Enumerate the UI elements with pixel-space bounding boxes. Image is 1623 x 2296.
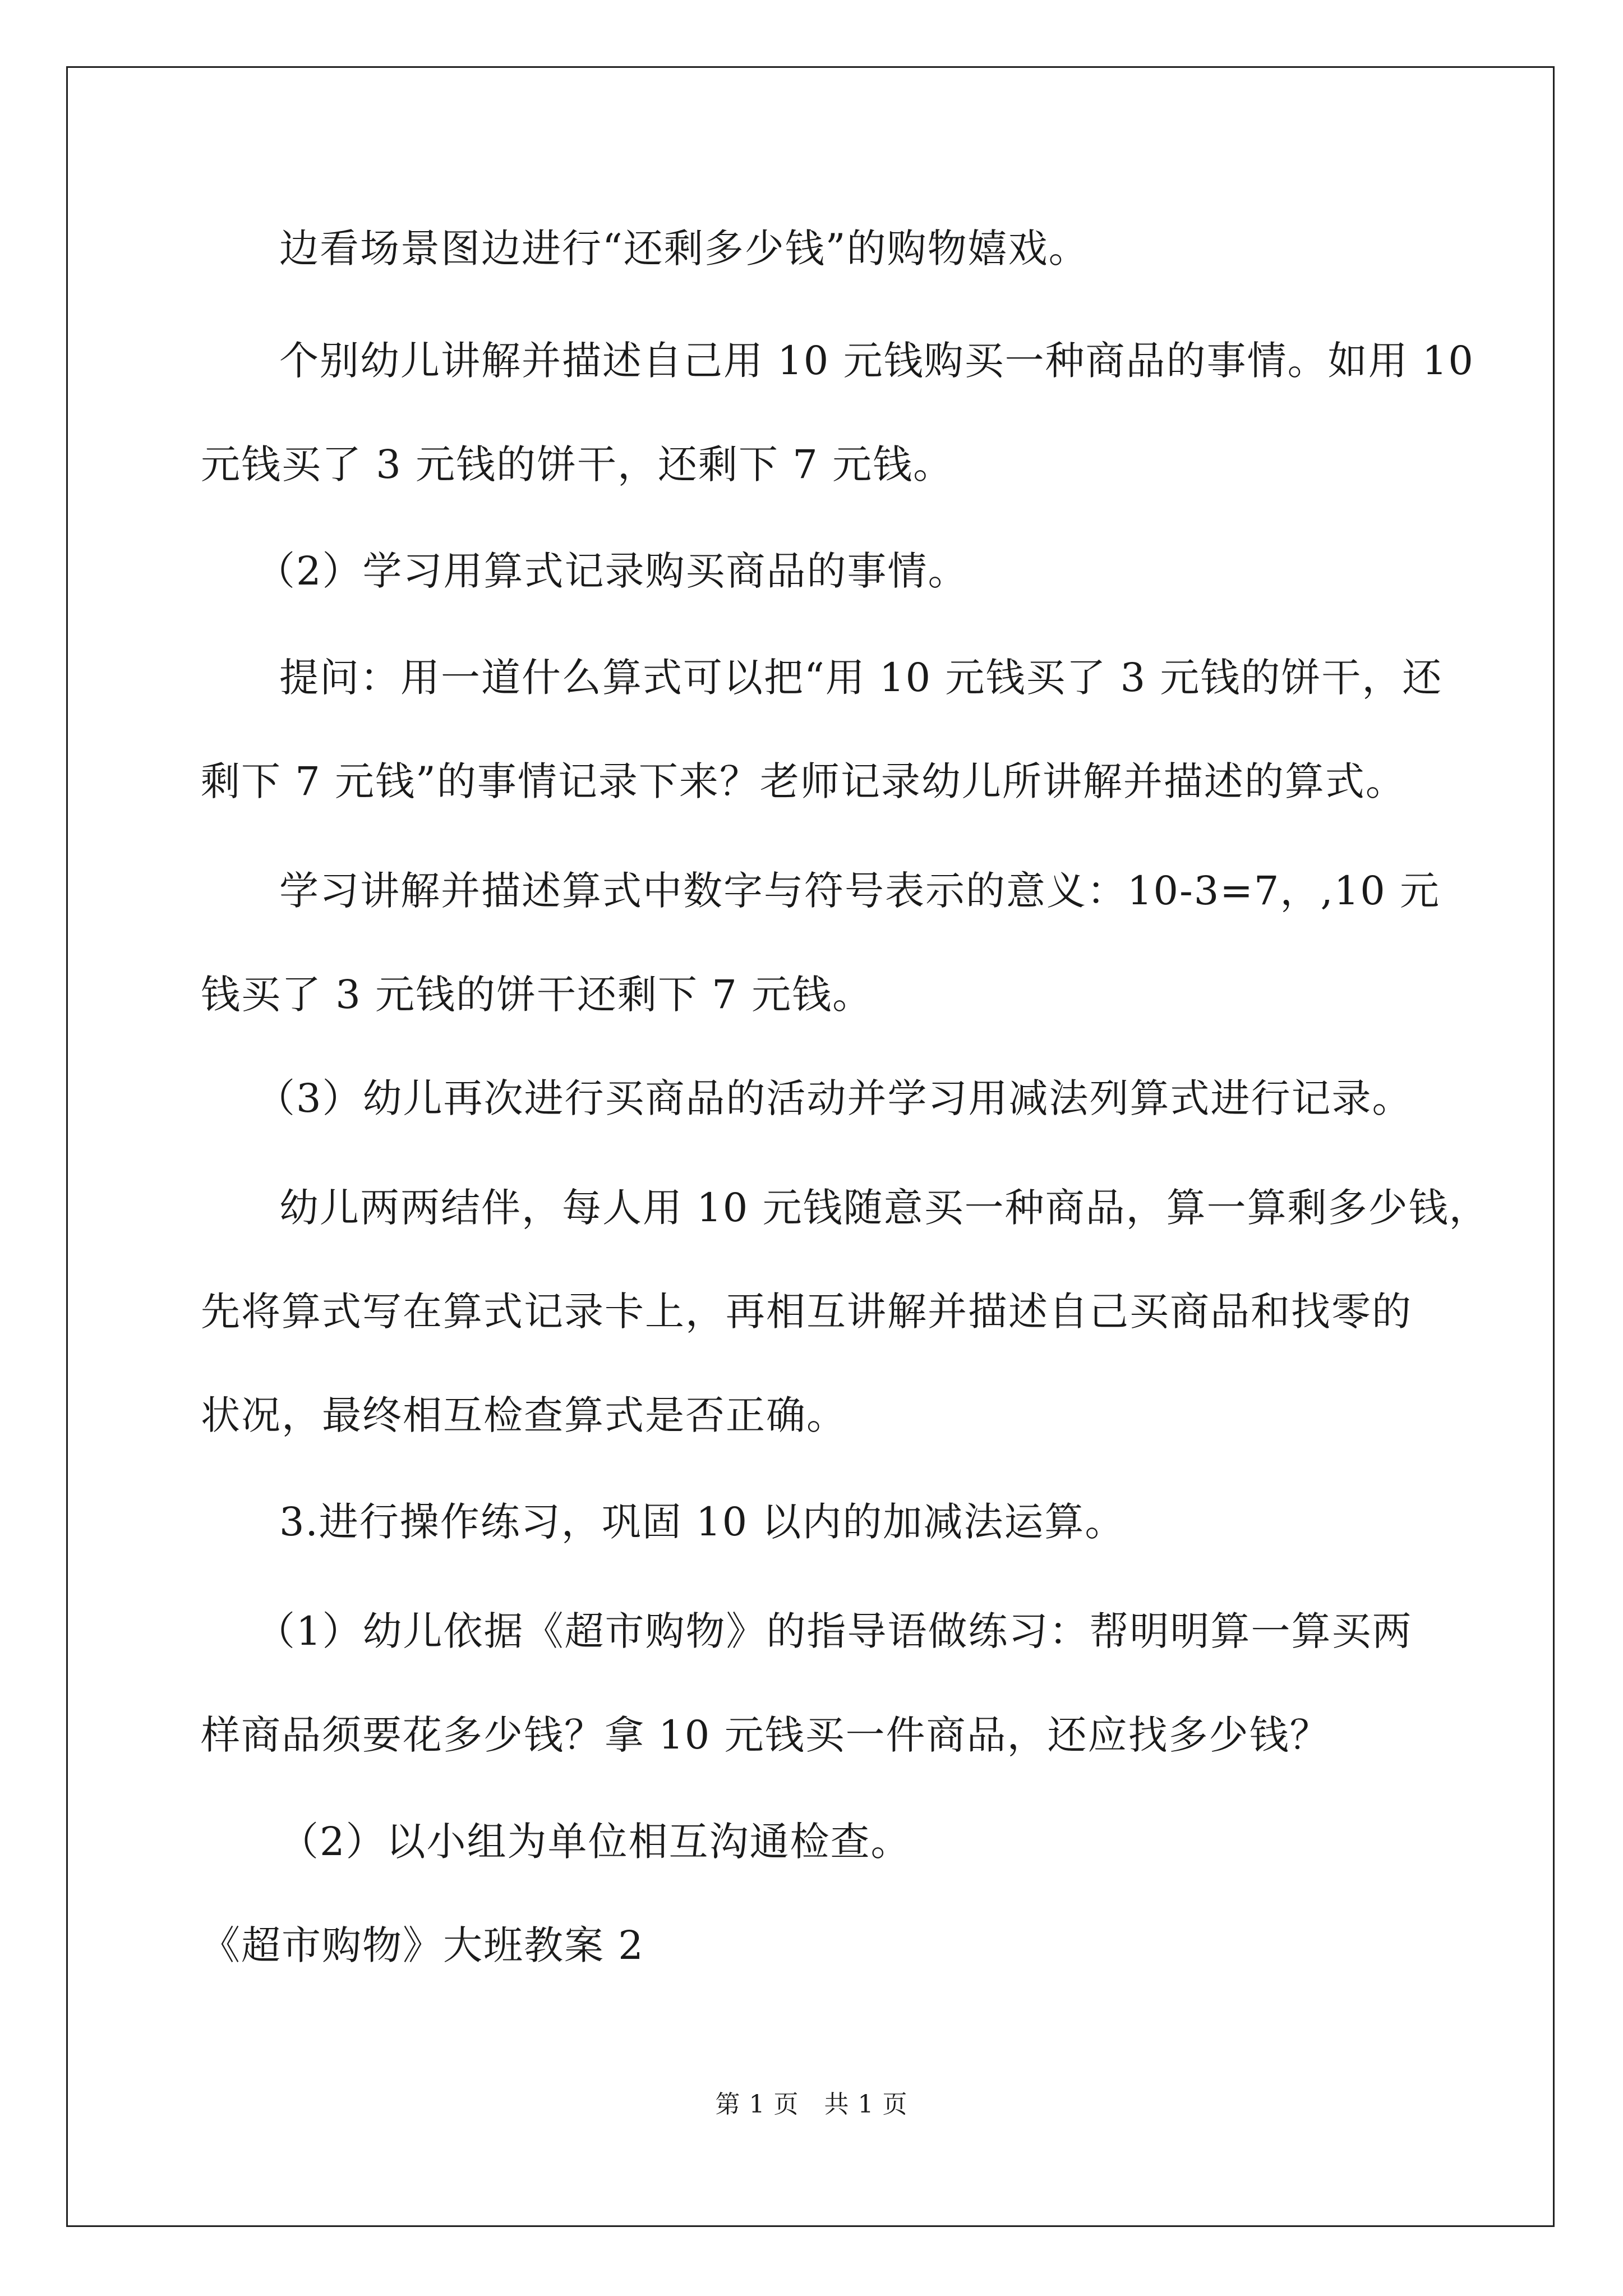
section-heading: 《超市购物》大班教案 2	[201, 1922, 644, 1968]
paragraph-line-12: 状况，最终相互检查算式是否正确。	[201, 1392, 847, 1438]
paragraph-line-9: （3）幼儿再次进行买商品的活动并学习用减法列算式进行记录。	[256, 1075, 1413, 1121]
page-border	[66, 66, 1555, 2227]
paragraph-line-16: （2）以小组为单位相互沟通检查。	[279, 1819, 911, 1865]
paragraph-line-2: 个别幼儿讲解并描述自己用 10 元钱购买一种商品的事情。如用 10	[279, 338, 1474, 384]
paragraph-line-11: 先将算式写在算式记录卡上，再相互讲解并描述自己买商品和找零的	[201, 1289, 1412, 1335]
paragraph-line-4: （2）学习用算式记录购买商品的事情。	[256, 548, 969, 594]
paragraph-line-6: 剩下 7 元钱”的事情记录下来？老师记录幼儿所讲解并描述的算式。	[201, 758, 1406, 804]
paragraph-line-7: 学习讲解并描述算式中数字与符号表示的意义：10-3=7，,10 元	[279, 868, 1441, 914]
paragraph-line-5: 提问：用一道什么算式可以把“用 10 元钱买了 3 元钱的饼干，还	[279, 655, 1443, 701]
paragraph-line-10: 幼儿两两结伴，每人用 10 元钱随意买一种商品，算一算剩多少钱，	[279, 1185, 1490, 1231]
paragraph-line-8: 钱买了 3 元钱的饼干还剩下 7 元钱。	[201, 972, 873, 1018]
paragraph-line-15: 样商品须要花多少钱？拿 10 元钱买一件商品，还应找多少钱？	[201, 1712, 1330, 1758]
paragraph-line-14: （1）幼儿依据《超市购物》的指导语做练习：帮明明算一算买两	[256, 1608, 1413, 1654]
paragraph-line-1: 边看场景图边进行“还剩多少钱”的购物嬉戏。	[279, 226, 1089, 272]
page-number-footer: 第 1 页 共 1 页	[715, 2090, 908, 2119]
paragraph-line-3: 元钱买了 3 元钱的饼干，还剩下 7 元钱。	[201, 441, 954, 487]
paragraph-line-13: 3.进行操作练习，巩固 10 以内的加减法运算。	[279, 1499, 1126, 1545]
